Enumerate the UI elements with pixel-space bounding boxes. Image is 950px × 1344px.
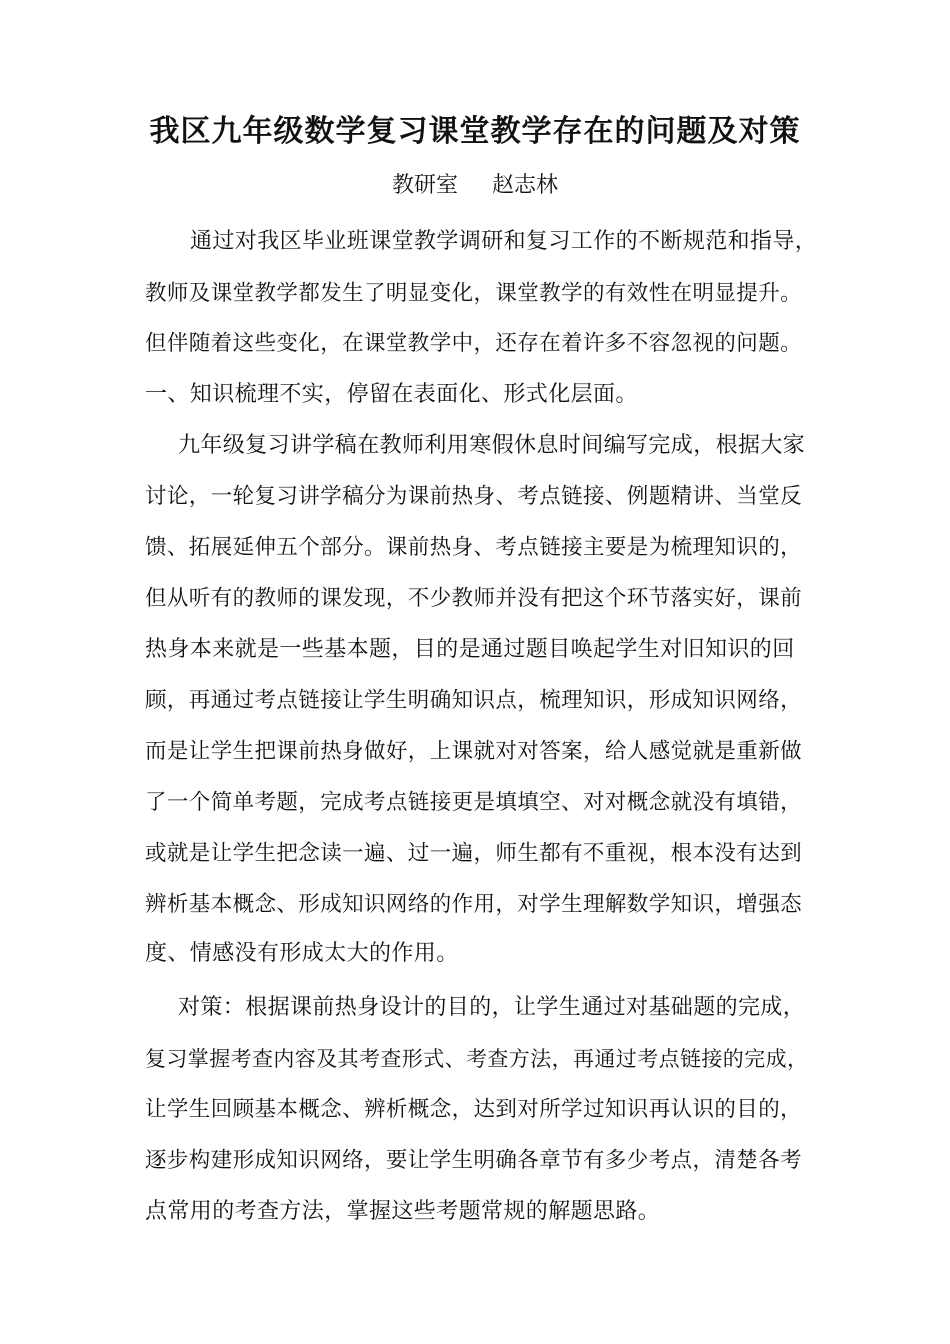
- paragraph-line: 顾，再通过考点链接让学生明确知识点，梳理知识，形成知识网络，: [145, 688, 803, 713]
- byline-author: 赵志林: [492, 173, 559, 198]
- paragraph-line: 通过对我区毕业班课堂教学调研和复习工作的不断规范和指导，: [190, 229, 818, 254]
- paragraph-line: 而是让学生把课前热身做好，上课就对对答案，给人感觉就是重新做: [145, 739, 803, 764]
- paragraph-line: 但伴随着这些变化，在课堂教学中，还存在着许多不容忽视的问题。: [145, 331, 803, 356]
- paragraph-line: 点常用的考查方法，掌握这些考题常规的解题思路。: [145, 1199, 661, 1224]
- paragraph-line: 讨论，一轮复习讲学稿分为课前热身、考点链接、例题精讲、当堂反: [145, 484, 803, 509]
- paragraph-line: 复习掌握考查内容及其考查形式、考查方法，再通过考点链接的完成，: [145, 1047, 809, 1071]
- paragraph-line: 九年级复习讲学稿在教师利用寒假休息时间编写完成，根据大家: [178, 433, 806, 458]
- byline-department: 教研室: [391, 173, 458, 198]
- paragraph-line: 度、情感没有形成太大的作用。: [145, 941, 459, 966]
- byline: [0, 168, 950, 204]
- paragraph-line: 辨析基本概念、形成知识网络的作用，对学生理解数学知识，增强态: [145, 892, 803, 917]
- paragraph-line: 让学生回顾基本概念、辨析概念，达到对所学过知识再认识的目的，: [145, 1097, 803, 1122]
- paragraph-line: 或就是让学生把念读一遍、过一遍，师生都有不重视，根本没有达到: [145, 841, 803, 866]
- paragraph-line: 但从听有的教师的课发现，不少教师并没有把这个环节落实好，课前: [145, 586, 803, 611]
- section-heading: 一、知识梳理不实，停留在表面化、形式化层面。: [145, 382, 638, 407]
- paragraph-line: 对策：根据课前热身设计的目的，让学生通过对基础题的完成，: [178, 995, 806, 1020]
- paragraph-line: 馈、拓展延伸五个部分。课前热身、考点链接主要是为梳理知识的，: [145, 535, 803, 560]
- document-title: 我区九年级数学复习课堂教学存在的问题及对策: [149, 114, 801, 149]
- paragraph-line: 教师及课堂教学都发生了明显变化，课堂教学的有效性在明显提升。: [145, 281, 803, 306]
- paragraph-line: 热身本来就是一些基本题，目的是通过题目唤起学生对旧知识的回: [145, 637, 795, 662]
- paragraph-line: 逐步构建形成知识网络，要让学生明确各章节有多少考点，清楚各考: [145, 1148, 803, 1173]
- paragraph-line: 了一个简单考题，完成考点链接更是填填空、对对概念就没有填错，: [145, 790, 803, 815]
